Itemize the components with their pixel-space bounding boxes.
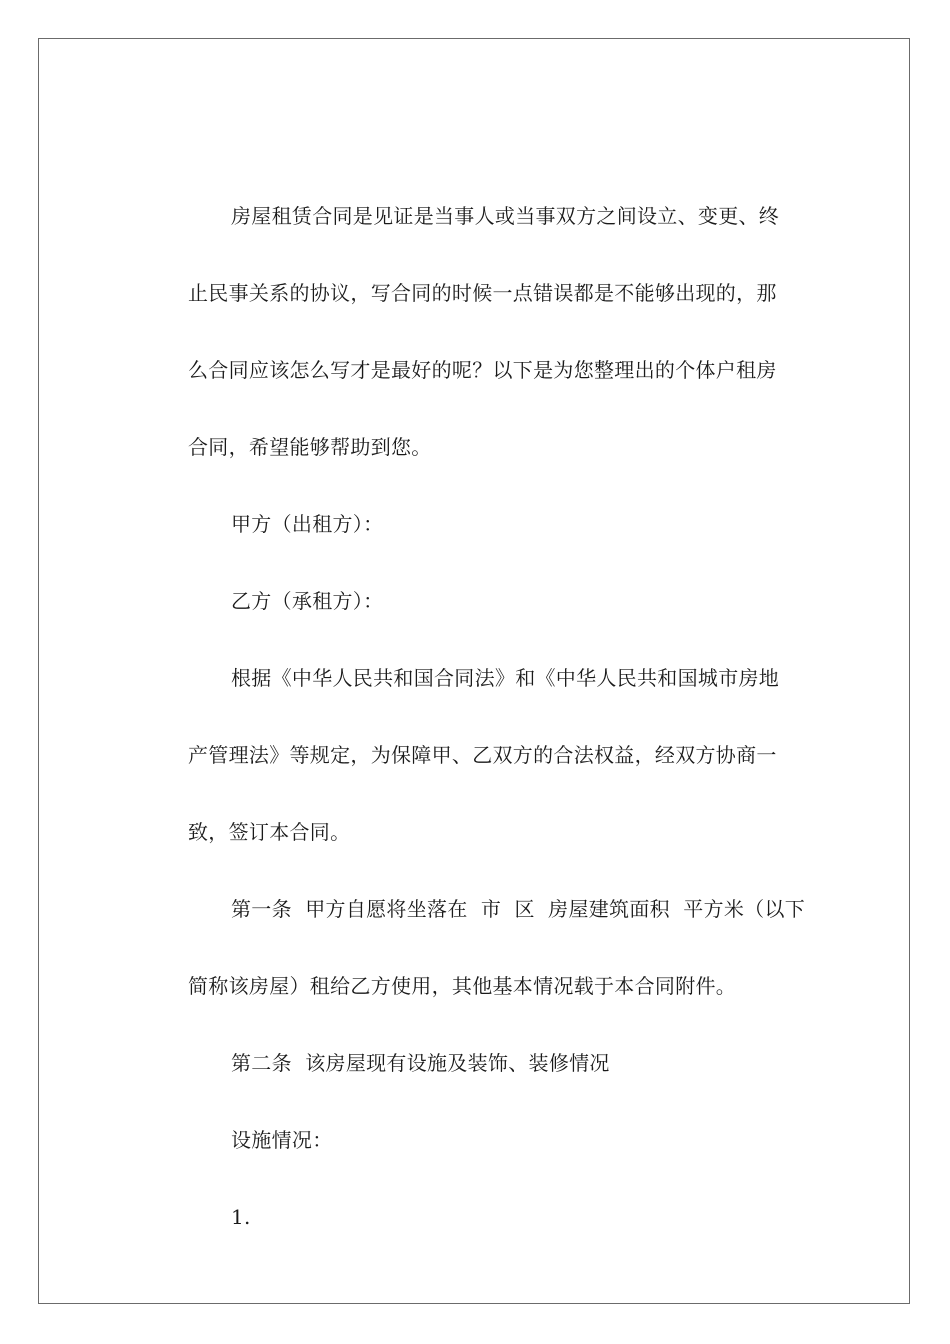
text-line: 1. <box>231 1205 251 1229</box>
text-line: 甲方（出租方）： <box>231 512 384 536</box>
text-line: 乙方（承租方）： <box>231 589 384 613</box>
text-line: 止民事关系的协议，写合同的时候一点错误都是不能够出现的，那 <box>188 281 777 305</box>
paragraph-legal-basis <box>145 667 810 898</box>
text-line: 产管理法》等规定，为保障甲、乙双方的合法权益，经双方协商一 <box>188 743 777 767</box>
paragraph-party-b <box>145 590 810 667</box>
text-line: 第一条 甲方自愿将坐落在 市 区 房屋建筑面积 平方米（以下 <box>231 897 806 921</box>
text-line: 简称该房屋）租给乙方使用，其他基本情况载于本合同附件。 <box>188 974 737 998</box>
document-body <box>145 205 810 1283</box>
text-line: 设施情况： <box>231 1128 333 1152</box>
paragraph-party-a <box>145 513 810 590</box>
paragraph-item-1 <box>145 1206 810 1283</box>
paragraph-article-1 <box>145 898 810 1052</box>
text-line: 房屋租赁合同是见证是当事人或当事双方之间设立、变更、终 <box>231 204 780 228</box>
text-line: 合同，希望能够帮助到您。 <box>188 435 432 459</box>
text-line: 根据《中华人民共和国合同法》和《中华人民共和国城市房地 <box>231 666 780 690</box>
text-line: 么合同应该怎么写才是最好的呢？以下是为您整理出的个体户租房 <box>188 358 777 382</box>
text-line: 致，签订本合同。 <box>188 820 351 844</box>
paragraph-facilities-heading <box>145 1129 810 1206</box>
paragraph-article-2 <box>145 1052 810 1129</box>
text-line: 第二条 该房屋现有设施及装饰、装修情况 <box>231 1051 610 1075</box>
paragraph-intro <box>145 205 810 513</box>
